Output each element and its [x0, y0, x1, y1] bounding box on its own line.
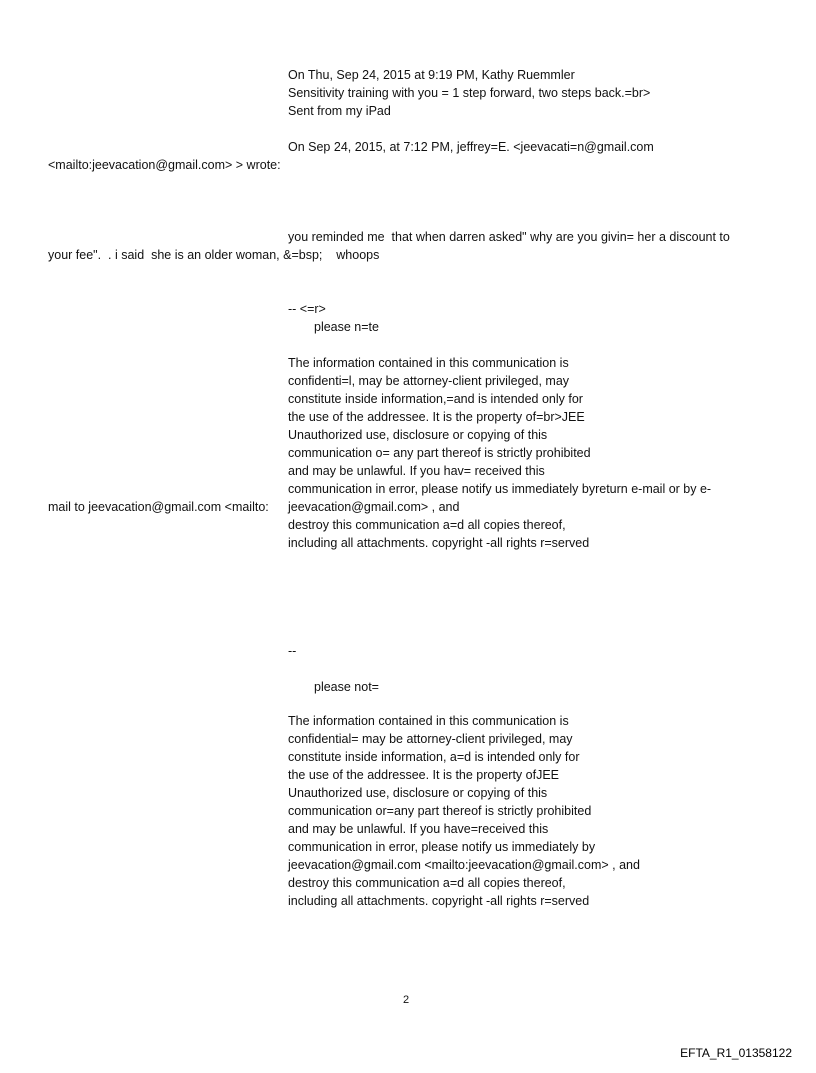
header-line-2: Sensitivity training with you = 1 step forward, two steps back.=br> — [288, 86, 651, 100]
sig1-line-1: The information contained in this communication is — [288, 356, 569, 370]
sig2-line-1: The information contained in this communication is — [288, 714, 569, 728]
sig2-line-8: communication in error, please notify us immediately by — [288, 840, 596, 854]
sig1-line-11: including all attachments. copyright -all rights r=served — [288, 536, 590, 550]
sig2-line-9: jeevacation@gmail.com <mailto:jeevacation@gmail.com> , and — [288, 858, 640, 872]
sig2-line-3: constitute inside information, a=d is intended only for — [288, 750, 580, 764]
sig2-line-7: and may be unlawful. If you have=received this — [288, 822, 549, 836]
sig2-line-4: the use of the addressee. It is the property ofJEE — [288, 768, 559, 782]
sig1-line-8: communication in error, please notify us immediately byreturn e-mail or by e- — [288, 482, 712, 496]
message-line-2: your fee". . i said she is an older woman, &=bsp; whoops — [48, 248, 380, 262]
sig1-line-7: and may be unlawful. If you hav= received this — [288, 464, 545, 478]
sig1-line-2: confidenti=l, may be attorney-client privileged, may — [288, 374, 570, 388]
sig2-note: please not= — [314, 680, 379, 694]
sig2-line-11: including all attachments. copyright -all rights r=served — [288, 894, 590, 908]
sig1-line-3: constitute inside information,=and is intended only for — [288, 392, 583, 406]
header-line-3: Sent from my iPad — [288, 104, 391, 118]
message-line-1: you reminded me that when darren asked" why are you givin= her a discount to — [288, 230, 730, 244]
header-line-4: On Sep 24, 2015, at 7:12 PM, jeffrey=E. <jeevacati=n@gmail.com — [288, 140, 654, 154]
sig2-line-10: destroy this communication a=d all copies thereof, — [288, 876, 566, 890]
header-line-1: On Thu, Sep 24, 2015 at 9:19 PM, Kathy Ruemmler — [288, 68, 575, 82]
sig2-separator: -- — [288, 644, 297, 658]
document-id: EFTA_R1_01358122 — [680, 1046, 792, 1060]
sig1-note: please n=te — [314, 320, 379, 334]
sig1-line-9b: jeevacation@gmail.com> , and — [288, 500, 460, 514]
sig2-line-5: Unauthorized use, disclosure or copying of this — [288, 786, 548, 800]
sig1-line-4: the use of the addressee. It is the property of=br>JEE — [288, 410, 585, 424]
sig2-line-6: communication or=any part thereof is strictly prohibited — [288, 804, 592, 818]
page-number: 2 — [403, 994, 410, 1006]
sig1-separator: -- <=r> — [288, 302, 326, 316]
sig2-line-2: confidential= may be attorney-client privileged, may — [288, 732, 573, 746]
sig1-line-5: Unauthorized use, disclosure or copying of this — [288, 428, 548, 442]
sig1-line-9a: mail to jeevacation@gmail.com <mailto: — [48, 500, 269, 514]
header-line-5: <mailto:jeevacation@gmail.com> > wrote: — [48, 158, 281, 172]
sig1-line-6: communication o= any part thereof is strictly prohibited — [288, 446, 591, 460]
sig1-line-10: destroy this communication a=d all copies thereof, — [288, 518, 566, 532]
